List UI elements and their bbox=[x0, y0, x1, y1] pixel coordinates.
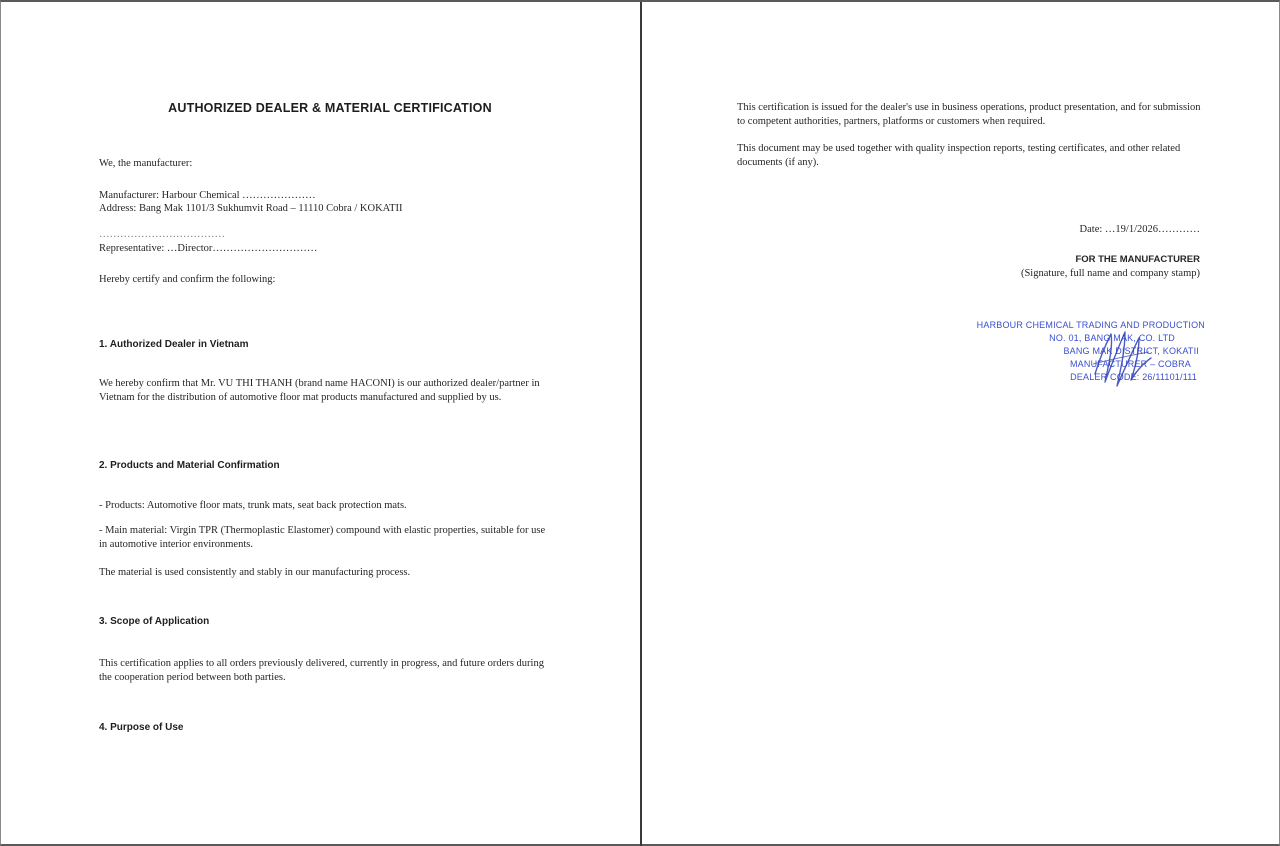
company-stamp bbox=[976, 320, 1205, 396]
usage-paragraph: This document may be used together with quality inspection reports, testing certificates, and other related documents (if any). bbox=[737, 143, 1181, 168]
section-heading-scope: 3. Scope of Application bbox=[99, 616, 210, 627]
section-paragraph: We hereby confirm that Mr. VU THI THANH (brand name HACONI) is our authorized dealer/partner in Vietnam for the distribution of automotive floor mat products manufactured and supplied by us. bbox=[99, 378, 540, 403]
left-page bbox=[1, 2, 640, 844]
section-heading-products: 2. Products and Material Confirmation bbox=[99, 460, 280, 471]
section-paragraph: - Products: Automotive floor mats, trunk mats, seat back protection mats. bbox=[99, 500, 407, 511]
right-page bbox=[642, 2, 1280, 844]
section-paragraph: This certification applies to all orders previously delivered, currently in progress, and future orders during the cooperation period between both parties. bbox=[99, 658, 544, 683]
section-paragraph: - Main material: Virgin TPR (Thermoplastic Elastomer) compound with elastic properties, suitable for use in automotive interior environments. bbox=[99, 525, 546, 550]
section-paragraph: The material is used consistently and stably in our manufacturing process. bbox=[99, 567, 411, 578]
representative-line: Representative: …Director………………………… bbox=[99, 243, 318, 254]
section-heading-purpose: 4. Purpose of Use bbox=[99, 722, 184, 733]
section-heading-authorized-dealer: 1. Authorized Dealer in Vietnam bbox=[99, 339, 249, 350]
date-line: Date: …19/1/2026………… bbox=[1079, 224, 1200, 235]
stamp-text-line: BANG MAK DISTRICT, KOKATII bbox=[1063, 346, 1199, 356]
intro-text: We, the manufacturer: bbox=[99, 158, 193, 169]
document-title: AUTHORIZED DEALER & MATERIAL CERTIFICATION bbox=[168, 101, 492, 115]
dotted-line: ……………………………… bbox=[99, 229, 225, 240]
signature-caption: (Signature, full name and company stamp) bbox=[1020, 268, 1200, 279]
handwritten-signature bbox=[1087, 324, 1157, 392]
stamp-text-line: MANUFACTURER – COBRA bbox=[1069, 359, 1191, 369]
stamp-text-line: DEALER CODE: 26/11101/111 bbox=[1070, 372, 1197, 382]
manufacturer-line: Manufacturer: Harbour Chemical ………………… bbox=[99, 190, 316, 201]
address-line: Address: Bang Mak 1101/3 Sukhumvit Road – 11110 Cobra / KOKATII bbox=[99, 203, 403, 214]
for-manufacturer-label: FOR THE MANUFACTURER bbox=[1075, 254, 1200, 265]
stamp-text-line: HARBOUR CHEMICAL TRADING AND PRODUCTION bbox=[976, 320, 1205, 330]
purpose-paragraph: This certification is issued for the dealer's use in business operations, product presentation, and for submission to competent authorities, partners, platforms or customers when required. bbox=[737, 102, 1201, 127]
certify-line: Hereby certify and confirm the following: bbox=[99, 274, 276, 285]
stamp-text-line: NO. 01, BANG MAK, CO. LTD bbox=[1049, 333, 1175, 343]
